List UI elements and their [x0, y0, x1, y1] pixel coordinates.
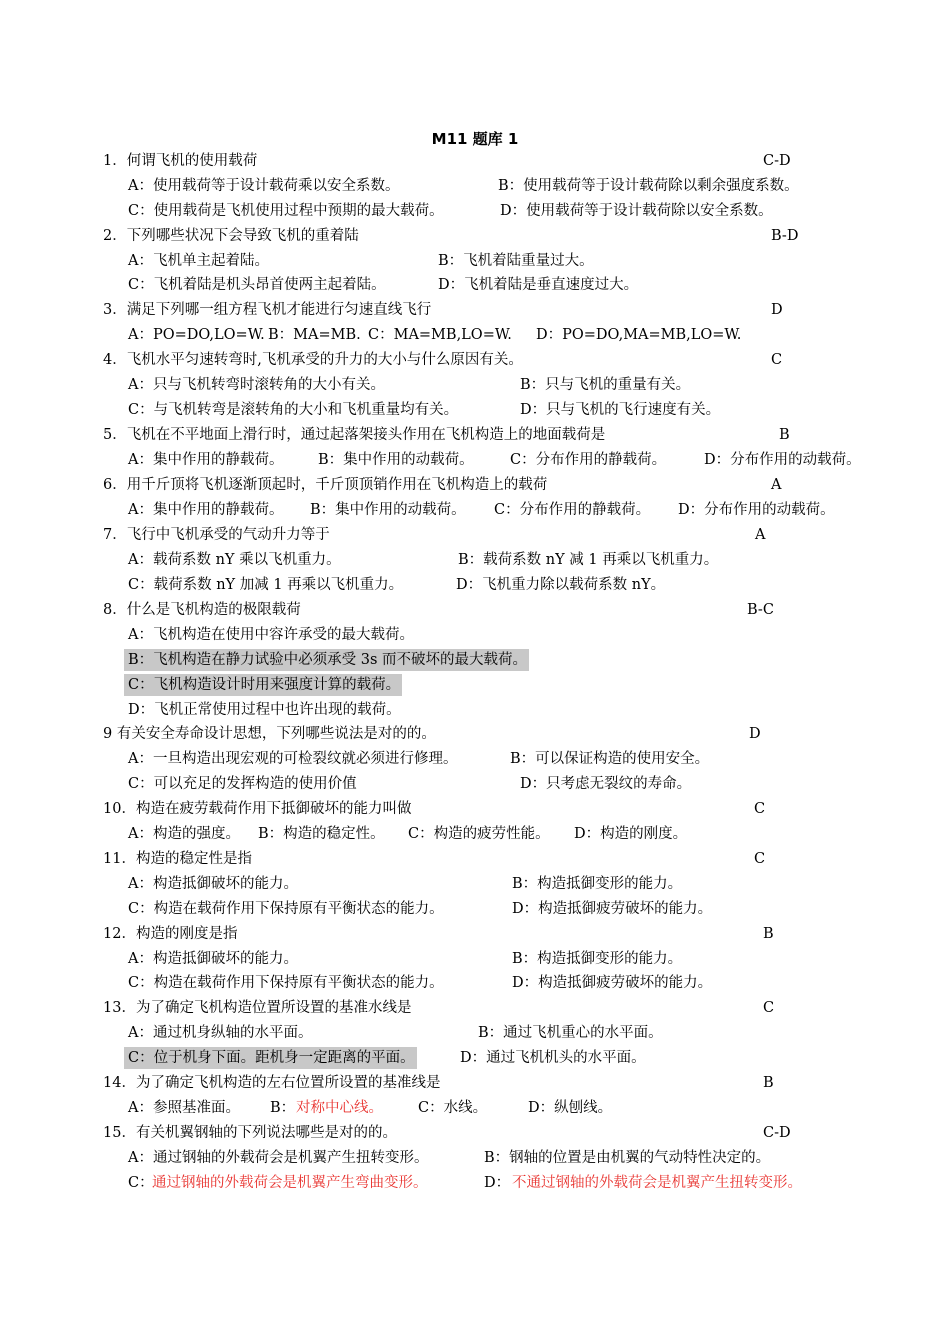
option-d: D：分布作用的动载荷。: [704, 452, 861, 468]
option-a: A：只与飞机转弯时滚转角的大小有关。: [128, 377, 385, 393]
answer-key: A: [755, 527, 766, 543]
question-text: 3．满足下列哪一组方程飞机才能进行匀速直线飞行: [103, 302, 432, 318]
option-a: A：构造抵御破坏的能力。: [128, 876, 298, 892]
option-d: D：构造的刚度。: [574, 826, 688, 842]
options-row: [128, 250, 868, 272]
option-d: D：使用载荷等于设计载荷除以安全系数。: [500, 203, 773, 219]
option-d: D：纵刨线。: [528, 1100, 613, 1116]
question-text: 4．飞机水平匀速转弯时,飞机承受的升力的大小与什么原因有关。: [103, 352, 523, 368]
option-c: C：构造的疲劳性能。: [408, 826, 550, 842]
option-a: A：构造的强度。: [128, 826, 240, 842]
options-row: [128, 1097, 868, 1119]
question-text: 8．什么是飞机构造的极限载荷: [103, 602, 301, 618]
question-4: [103, 349, 863, 371]
question-text: 12．构造的刚度是指: [103, 926, 238, 942]
option-d: D：构造抵御疲劳破坏的能力。: [512, 975, 713, 991]
question-3: [103, 299, 863, 321]
option-c: C：MA=MB,LO=W.: [368, 327, 512, 343]
question-text: 7．飞行中飞机承受的气动升力等于: [103, 527, 330, 543]
option-d: D：飞机重力除以载荷系数 nY。: [456, 577, 666, 593]
option-c: C：飞机着陆是机头昂首使两主起着陆。: [128, 277, 386, 293]
option-d-label: D：: [484, 1175, 511, 1191]
question-text: 9 有关安全寿命设计思想，下列哪些说法是对的的。: [103, 726, 436, 742]
options-row: [128, 175, 868, 197]
question-11: [103, 848, 863, 870]
question-text: 1．何谓飞机的使用载荷: [103, 153, 258, 169]
question-text: 2．下列哪些状况下会导致飞机的重着陆: [103, 228, 359, 244]
option-c: C：与飞机转弯是滚转角的大小和飞机重量均有关。: [128, 402, 459, 418]
question-6: [103, 474, 863, 496]
option-a: A：构造抵御破坏的能力。: [128, 951, 298, 967]
option-b: B：通过飞机重心的水平面。: [478, 1025, 663, 1041]
option-d: D：只考虑无裂纹的寿命。: [520, 776, 692, 792]
option-d: D：通过飞机机头的水平面。: [460, 1050, 646, 1066]
answer-key: C: [754, 801, 766, 817]
option-b: B：构造抵御变形的能力。: [512, 951, 683, 967]
options-row: [124, 1047, 884, 1069]
option-b-red-text: 对称中心线。: [296, 1100, 383, 1116]
question-text: 13．为了确定飞机构造位置所设置的基准水线是: [103, 1000, 412, 1016]
question-9: [103, 723, 863, 745]
option-d: D：飞机正常使用过程中也许出现的载荷。: [128, 702, 401, 718]
options-row: [128, 499, 868, 521]
question-text: 6．用千斤顶将飞机逐渐顶起时，千斤顶顶销作用在飞机构造上的载荷: [103, 477, 548, 493]
option-d: D：只与飞机的飞行速度有关。: [520, 402, 721, 418]
question-text: 14．为了确定飞机构造的左右位置所设置的基准线是: [103, 1075, 441, 1091]
option-b: B：钢轴的位置是由机翼的气动特性决定的。: [484, 1150, 771, 1166]
option-a: A：使用载荷等于设计载荷乘以安全系数。: [128, 178, 400, 194]
option-a: A：通过钢轴的外载荷会是机翼产生扭转变形。: [128, 1150, 429, 1166]
answer-key: B: [779, 427, 790, 443]
option-c: C：载荷系数 nY 加减 1 再乘以飞机重力。: [128, 577, 404, 593]
options-row: [128, 200, 868, 222]
answer-key: D: [771, 302, 783, 318]
options-row: [128, 823, 868, 845]
option-c-highlighted: C：飞机构造设计时用来强度计算的载荷。: [124, 674, 402, 696]
option-b: B：MA=MB.: [268, 327, 361, 343]
answer-key: B-C: [747, 602, 774, 618]
option-b: B：只与飞机的重量有关。: [520, 377, 691, 393]
option-c: C：构造在载荷作用下保持原有平衡状态的能力。: [128, 901, 444, 917]
option-b-label: B：: [270, 1100, 296, 1116]
option-c-label: C：: [128, 1175, 154, 1191]
option-a: A：PO=DO,LO=W.: [128, 327, 265, 343]
options-row: [128, 449, 888, 471]
option-a: A：参照基准面。: [128, 1100, 240, 1116]
answer-key: B: [763, 926, 774, 942]
question-15: [103, 1122, 863, 1144]
options-row: [128, 948, 868, 970]
option-b-highlighted: B：飞机构造在静力试验中必须承受 3s 而不破坏的最大载荷。: [124, 649, 529, 671]
question-10: [103, 798, 863, 820]
options-row: [128, 699, 868, 721]
options-row: [128, 748, 868, 770]
question-12: [103, 923, 863, 945]
answer-key: C-D: [763, 1125, 791, 1141]
option-c: C：水线。: [418, 1100, 488, 1116]
option-b: B：集中作用的动载荷。: [318, 452, 474, 468]
option-b: B：使用载荷等于设计载荷除以剩余强度系数。: [498, 178, 799, 194]
options-row: [128, 1147, 868, 1169]
option-b: B：集中作用的动载荷。: [310, 502, 466, 518]
question-text: 10．构造在疲劳载荷作用下抵御破坏的能力叫做: [103, 801, 412, 817]
question-14: [103, 1072, 863, 1094]
options-row: [128, 399, 868, 421]
option-a: A：飞机单主起着陆。: [128, 253, 269, 269]
options-row: [128, 1172, 908, 1194]
option-a: A：集中作用的静载荷。: [128, 502, 284, 518]
answer-key: C: [771, 352, 783, 368]
answer-key: D: [749, 726, 761, 742]
option-b: B：构造抵御变形的能力。: [512, 876, 683, 892]
option-c: C：可以充足的发挥构造的使用价值: [128, 776, 357, 792]
question-1: [103, 150, 863, 172]
options-row: [128, 274, 868, 296]
option-d: D：飞机着陆是垂直速度过大。: [438, 277, 639, 293]
answer-key: C-D: [763, 153, 791, 169]
option-b: B：载荷系数 nY 减 1 再乘以飞机重力。: [458, 552, 719, 568]
option-a: A：通过机身纵轴的水平面。: [128, 1025, 313, 1041]
question-text: 5．飞机在不平地面上滑行时，通过起落架接头作用在飞机构造上的地面载荷是: [103, 427, 606, 443]
option-b: B：构造的稳定性。: [258, 826, 385, 842]
option-c-red-text: 通过钢轴的外载荷会是机翼产生弯曲变形。: [152, 1175, 428, 1191]
answer-key: B-D: [771, 228, 799, 244]
option-d-red-text: 不通过钢轴的外载荷会是机翼产生扭转变形。: [512, 1175, 802, 1191]
option-a: A：飞机构造在使用中容许承受的最大载荷。: [128, 627, 414, 643]
options-row: [128, 549, 868, 571]
question-2: [103, 225, 863, 247]
options-row: [128, 1022, 868, 1044]
option-c: C：分布作用的静载荷。: [494, 502, 651, 518]
options-row: [128, 972, 868, 994]
answer-key: B: [763, 1075, 774, 1091]
answer-key: C: [754, 851, 766, 867]
options-row: [128, 873, 868, 895]
page-title: M11 题库 1: [431, 130, 519, 148]
option-d: D：分布作用的动载荷。: [678, 502, 835, 518]
question-13: [103, 997, 863, 1019]
option-a: A：一旦构造出现宏观的可检裂纹就必须进行修理。: [128, 751, 458, 767]
option-d: D：构造抵御疲劳破坏的能力。: [512, 901, 713, 917]
options-row: [124, 674, 864, 696]
question-text: 11．构造的稳定性是指: [103, 851, 252, 867]
option-c: C：分布作用的静载荷。: [510, 452, 667, 468]
options-row: [128, 574, 868, 596]
question-8: [103, 599, 863, 621]
option-c-highlighted: C：位于机身下面。距机身一定距离的平面。: [124, 1047, 417, 1069]
options-row: [128, 773, 868, 795]
options-row: [128, 374, 868, 396]
question-5: [103, 424, 863, 446]
options-row: [128, 624, 868, 646]
options-row: [128, 898, 868, 920]
option-c: C：使用载荷是飞机使用过程中预期的最大载荷。: [128, 203, 444, 219]
option-b: B：可以保证构造的使用安全。: [510, 751, 710, 767]
option-c: C：构造在载荷作用下保持原有平衡状态的能力。: [128, 975, 444, 991]
option-d: D：PO=DO,MA=MB,LO=W.: [536, 327, 742, 343]
option-a: A：载荷系数 nY 乘以飞机重力。: [128, 552, 341, 568]
answer-key: C: [763, 1000, 775, 1016]
options-row: [124, 649, 864, 671]
question-7: [103, 524, 863, 546]
answer-key: A: [771, 477, 782, 493]
option-b: B：飞机着陆重量过大。: [438, 253, 594, 269]
option-a: A：集中作用的静载荷。: [128, 452, 284, 468]
options-row: [128, 324, 868, 346]
question-text: 15．有关机翼钢轴的下列说法哪些是对的的。: [103, 1125, 397, 1141]
